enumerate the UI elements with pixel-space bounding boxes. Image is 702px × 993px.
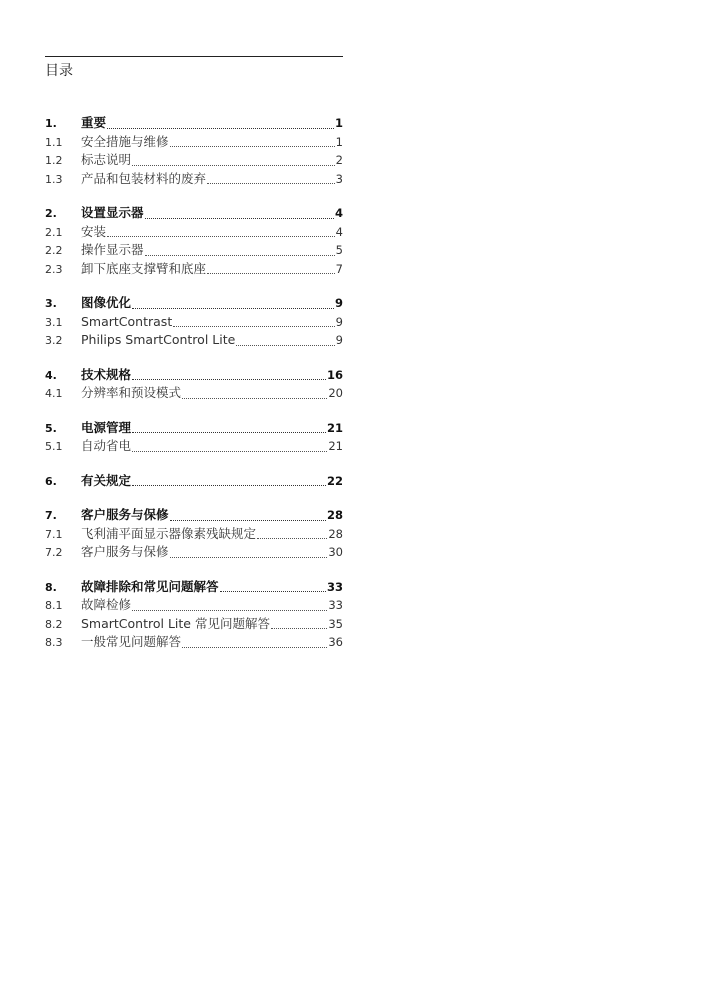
dot-leader [207, 174, 335, 184]
dot-leader [271, 619, 327, 629]
dot-leader [170, 548, 328, 558]
toc-entry[interactable] [45, 633, 343, 652]
entry-title: 产品和包装材料的废弃 [81, 170, 207, 186]
entry-number: 3. [45, 297, 57, 310]
entry-title: 设置显示器 [81, 205, 144, 220]
entry-number: 2.2 [45, 244, 63, 257]
entry-title: 重要 [81, 115, 107, 130]
entry-number: 8. [45, 580, 57, 594]
entry-page-number: 28 [326, 508, 343, 522]
toc-section [45, 114, 343, 188]
toc-entry[interactable] [45, 151, 343, 170]
entry-page-number: 30 [328, 545, 343, 559]
toc-entry[interactable] [45, 241, 343, 260]
entry-number: 3.1 [45, 315, 63, 329]
dot-leader [107, 119, 334, 129]
toc-section [45, 506, 343, 562]
dot-leader [220, 582, 326, 592]
entry-page-number: 3 [335, 171, 343, 186]
entry-page-number: 2 [335, 153, 343, 167]
toc-entry[interactable] [45, 437, 343, 456]
entry-title: 自动省电 [81, 438, 132, 453]
dot-leader [257, 529, 327, 539]
toc-entry[interactable] [45, 313, 343, 332]
entry-number: 1. [45, 117, 57, 130]
dot-leader [173, 317, 334, 327]
toc-section [45, 294, 343, 350]
entry-page-number: 9 [335, 333, 343, 347]
entry-page-number: 1 [334, 116, 343, 130]
entry-number: 4. [45, 368, 57, 382]
toc-entry[interactable] [45, 223, 343, 242]
dot-leader [132, 442, 327, 452]
entry-number: 1.2 [45, 154, 63, 167]
toc-entry[interactable] [45, 525, 343, 544]
entry-number: 6. [45, 474, 57, 488]
toc-entry[interactable] [45, 170, 343, 189]
toc-section [45, 419, 343, 456]
entry-number: 7.2 [45, 546, 63, 559]
entry-title: 飞利浦平面显示器像素残缺规定 [81, 525, 257, 541]
toc-section-heading[interactable] [45, 114, 343, 133]
entry-page-number: 20 [328, 386, 343, 400]
entry-page-number: 4 [334, 206, 343, 220]
entry-page-number: 1 [335, 134, 343, 149]
entry-page-number: 33 [326, 579, 343, 594]
toc-entry[interactable] [45, 260, 343, 279]
entry-number: 3.2 [45, 334, 63, 347]
toc-section-heading[interactable] [45, 578, 343, 597]
entry-number: 5.1 [45, 440, 63, 453]
dot-leader [107, 227, 335, 237]
entry-number: 1.3 [45, 172, 63, 186]
entry-page-number: 28 [328, 526, 343, 541]
dot-leader [132, 423, 326, 433]
toc-section-heading[interactable] [45, 294, 343, 313]
entry-title: SmartContrast [81, 313, 173, 329]
entry-page-number: 33 [328, 598, 343, 612]
dot-leader [170, 511, 326, 521]
entry-number: 1.1 [45, 135, 63, 149]
entry-title: 卸下底座支撑臂和底座 [81, 260, 207, 276]
toc-entry[interactable] [45, 331, 343, 350]
table-of-contents [45, 56, 343, 668]
entry-page-number: 21 [326, 420, 343, 435]
entry-number: 4.1 [45, 387, 63, 400]
toc-section-heading[interactable] [45, 366, 343, 385]
entry-title: 客户服务与保修 [81, 544, 169, 559]
toc-section-heading[interactable] [45, 506, 343, 525]
toc-section [45, 204, 343, 278]
dot-leader [182, 638, 327, 648]
entry-title: 标志说明 [81, 152, 132, 167]
toc-section [45, 578, 343, 652]
toc-entry[interactable] [45, 543, 343, 562]
entry-page-number: 5 [335, 243, 343, 257]
toc-section-heading[interactable] [45, 204, 343, 223]
dot-leader [170, 137, 335, 147]
entry-number: 2. [45, 207, 57, 220]
entry-title: 图像优化 [81, 295, 132, 310]
toc-entry[interactable] [45, 596, 343, 615]
dot-leader [145, 209, 334, 219]
toc-entry[interactable] [45, 133, 343, 152]
dot-leader [132, 476, 326, 486]
entry-title: 分辨率和预设模式 [81, 385, 182, 400]
entry-title: 技术规格 [81, 366, 132, 382]
toc-section-heading[interactable] [45, 419, 343, 438]
entry-title: 操作显示器 [81, 242, 144, 257]
entry-title: 安装 [81, 223, 107, 239]
entry-page-number: 9 [335, 314, 343, 329]
entry-title: 电源管理 [81, 419, 132, 435]
entry-page-number: 7 [335, 261, 343, 276]
toc-section [45, 366, 343, 403]
entry-title: 故障排除和常见问题解答 [81, 578, 219, 594]
entry-title: SmartControl Lite 常见问题解答 [81, 615, 270, 631]
entry-page-number: 35 [328, 616, 343, 631]
entry-page-number: 22 [326, 473, 343, 488]
dot-leader [132, 601, 327, 611]
dot-leader [182, 389, 327, 399]
entry-title: 故障检修 [81, 597, 132, 612]
toc-section [45, 472, 343, 491]
entry-title: 有关规定 [81, 472, 132, 488]
entry-number: 8.2 [45, 617, 63, 631]
dot-leader [132, 370, 326, 380]
toc-entry[interactable] [45, 384, 343, 403]
entry-title: 安全措施与维修 [81, 133, 169, 149]
toc-section-heading[interactable] [45, 472, 343, 491]
dot-leader [236, 336, 334, 346]
dot-leader [132, 156, 335, 166]
entry-page-number: 21 [328, 439, 343, 453]
entry-number: 2.1 [45, 225, 63, 239]
entry-number: 7.1 [45, 527, 63, 541]
dot-leader [207, 264, 335, 274]
entry-page-number: 16 [326, 367, 343, 382]
dot-leader [145, 246, 335, 256]
entry-number: 5. [45, 421, 57, 435]
entry-title: 客户服务与保修 [81, 507, 169, 522]
toc-sections [45, 114, 343, 652]
entry-page-number: 9 [334, 296, 343, 310]
entry-number: 8.1 [45, 599, 63, 612]
entry-page-number: 4 [335, 224, 343, 239]
dot-leader [132, 299, 334, 309]
entry-number: 2.3 [45, 262, 63, 276]
entry-page-number: 36 [328, 635, 343, 649]
entry-title: 一般常见问题解答 [81, 634, 182, 649]
top-rule [45, 56, 343, 57]
entry-title: Philips SmartControl Lite [81, 332, 236, 347]
toc-title: 目录 [45, 63, 73, 79]
toc-entry[interactable] [45, 615, 343, 634]
entry-number: 8.3 [45, 636, 63, 649]
entry-number: 7. [45, 509, 57, 522]
